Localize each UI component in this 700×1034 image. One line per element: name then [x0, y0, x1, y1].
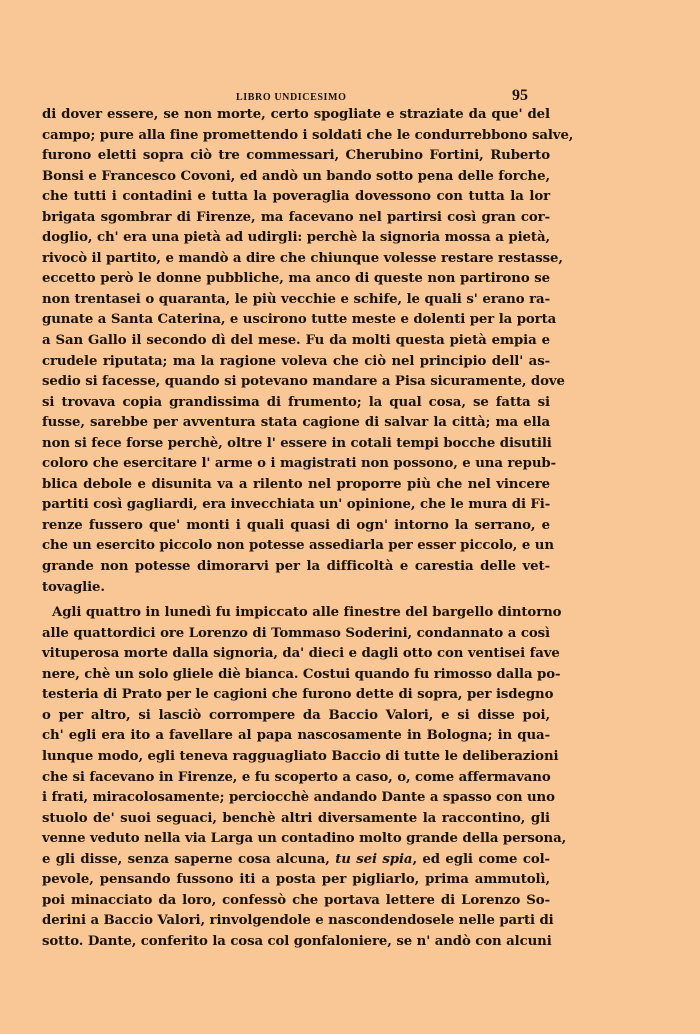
- running-title: LIBRO UNDICESIMO: [236, 92, 347, 103]
- text-line: pevole, pensando fussono iti a posta per pigliarlo, prima ammutolì,: [42, 872, 550, 888]
- text-line: doglio, ch' era una pietà ad udirgli: perchè la signoria mossa a pietà,: [42, 230, 550, 246]
- text-line: blica debole e disunita va a rilento nel proporre più che nel vincere: [42, 476, 550, 492]
- text-line: tovaglie.: [42, 579, 105, 595]
- text-line: si trovava copia grandissima di frumento; la qual cosa, se fatta si: [42, 394, 550, 410]
- text-line: campo; pure alla fine promettendo i soldati che le condurrebbono salve,: [42, 127, 574, 143]
- text-line: brigata sgombrar di Firenze, ma facevano nel partirsi così gran cor-: [42, 209, 550, 225]
- text-line: nere, chè un solo gliele diè bianca. Costui quando fu rimosso dalla po-: [42, 666, 561, 682]
- text-line: vituperosa morte dalla signoria, da' dieci e dagli otto con ventisei fave: [42, 646, 560, 662]
- text-line: poi minacciato da loro, confessò che portava lettere di Lorenzo So-: [42, 892, 550, 908]
- paragraph: [42, 105, 574, 598]
- text-line: di dover essere, se non morte, certo spogliate e straziate da que' del: [42, 107, 550, 122]
- text-line: stuolo de' suoi seguaci, benchè altri diversamente la raccontino, gli: [42, 810, 550, 826]
- text-line: lunque modo, egli teneva ragguagliato Baccio di tutte le deliberazioni: [42, 748, 559, 764]
- text-line: sedio si facesse, quando si potevano mandare a Pisa sicuramente, dove: [42, 374, 565, 390]
- text-line: grande non potesse dimorarvi per la difficoltà e carestia delle vet-: [42, 559, 550, 575]
- text-line: a San Gallo il secondo dì del mese. Fu da molti questa pietà empia e: [42, 333, 550, 349]
- text-line: che un esercito piccolo non potesse assediarla per esser piccolo, e un: [42, 538, 554, 554]
- text-line: fusse, sarebbe per avventura stata cagione di salvar la città; ma ella: [42, 415, 550, 431]
- text-line: furono eletti sopra ciò tre commessari, Cherubino Fortini, Ruberto: [42, 148, 550, 164]
- text-line: renze fussero que' monti i quali quasi di ogn' intorno la serrano, e: [42, 517, 550, 533]
- text-line: gunate a Santa Caterina, e uscirono tutte meste e dolenti per la porta: [42, 312, 557, 328]
- text-line: venne veduto nella via Larga un contadino molto grande della persona,: [42, 831, 567, 847]
- text-line: testeria di Prato per le cagioni che furono dette di sopra, per isdegno: [42, 687, 554, 703]
- text-line: che si facevano in Firenze, e fu scoperto a caso, o, come affermavano: [42, 769, 551, 785]
- text-line: sotto. Dante, conferito la cosa col gonfaloniere, se n' andò con alcuni: [42, 933, 552, 949]
- text-line: rivocò il partito, e mandò a dire che chiunque volesse restare restasse,: [42, 250, 563, 266]
- text-line: o per altro, si lasciò corrompere da Baccio Valori, e si disse poi,: [42, 707, 550, 723]
- text-line: Agli quattro in lunedì fu impiccato alle finestre del bargello dintorno: [52, 605, 562, 621]
- body-text: [42, 105, 574, 952]
- text-line: Bonsi e Francesco Covoni, ed andò un bando sotto pena delle forche,: [42, 168, 550, 184]
- paragraph: [42, 603, 567, 952]
- text-line: i frati, miracolosamente; perciocchè andando Dante a spasso con uno: [42, 790, 555, 806]
- text-line: derini a Baccio Valori, rinvolgendole e nascondendosele nelle parti di: [42, 913, 554, 929]
- text-line: che tutti i contadini e tutta la poveraglia dovessono con tutta la lor: [42, 189, 550, 205]
- running-head: [0, 87, 700, 106]
- italic-phrase: tu sei spia: [335, 851, 413, 867]
- text-line: non si fece forse perchè, oltre l' essere in cotali tempi bocche disutili: [42, 435, 552, 451]
- text-line: coloro che esercitare l' arme o i magistrati non possono, e una repub-: [42, 456, 557, 472]
- page-number: 95: [512, 87, 528, 104]
- text-line: crudele riputata; ma la ragione voleva che ciò nel principio dell' as-: [42, 353, 550, 369]
- text-line: eccetto però le donne pubbliche, ma anco di queste non partirono se: [42, 271, 550, 287]
- text-line: alle quattordici ore Lorenzo di Tommaso Soderini, condannato a così: [42, 625, 550, 641]
- text-line: partiti così gagliardi, era invecchiata un' opinione, che le mura di Fi-: [42, 497, 551, 513]
- text-line: non trentasei o quaranta, le più vecchie e schife, le quali s' erano ra-: [42, 291, 550, 307]
- text-line: e gli disse, senza saperne cosa alcuna, tu sei spia, ed egli come col-: [42, 851, 550, 867]
- text-line: ch' egli era ito a favellare al papa nascosamente in Bologna; in qua-: [42, 728, 550, 744]
